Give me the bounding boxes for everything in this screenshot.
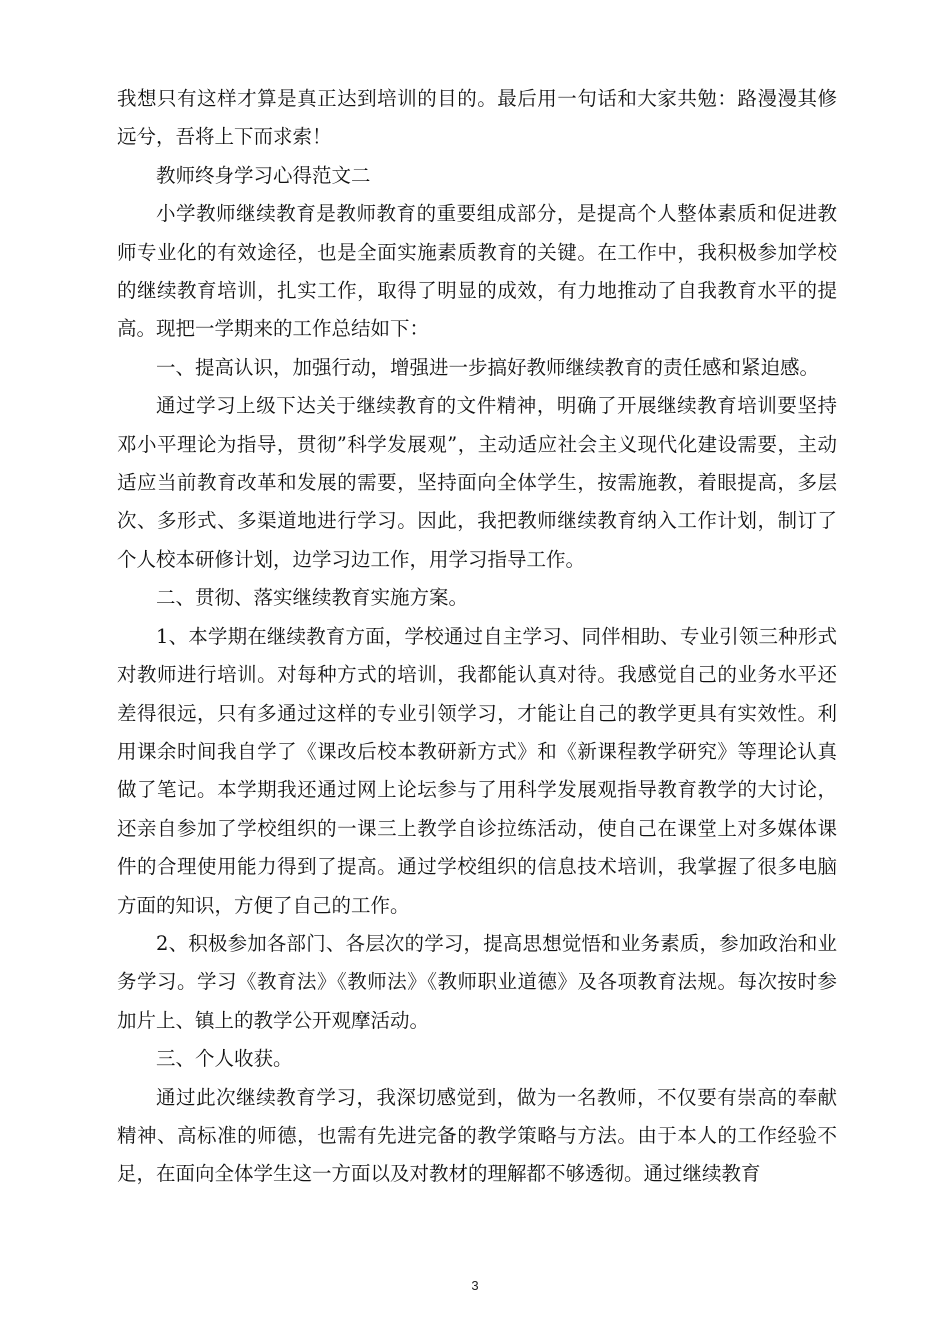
section-heading-3: 三、个人收获。 — [156, 1047, 293, 1071]
section-heading-1: 一、提高认识，加强行动，增强进一步搞好教师继续教育的责任感和紧迫感。 — [156, 355, 820, 379]
paragraph-intro: 小学教师继续教育是教师教育的重要组成部分，是提高个人整体素质和促进教师专业化的有效途径，也是全面实施素质教育的关键。在工作中，我积极参加学校的继续教育培训，扎实工作，取得了明显的成效，有力地推动了自我教育水平的提高。现把一学期来的工作总结如下： — [117, 202, 837, 341]
section-heading-2: 二、贯彻、落实继续教育实施方案。 — [156, 586, 469, 610]
paragraph-item-2: 2、积极参加各部门、各层次的学习，提高思想觉悟和业务素质，参加政治和业务学习。学习《教育法》《教师法》《教师职业道德》及各项教育法规。每次按时参加片上、镇上的教学公开观摩活动。 — [117, 931, 837, 1032]
paragraph-continuation: 我想只有这样才算是真正达到培训的目的。最后用一句话和大家共勉：路漫漫其修远兮，吾将上下而求索！ — [117, 87, 837, 149]
paragraph-item-1: 1、本学期在继续教育方面，学校通过自主学习、同伴相助、专业引领三种形式对教师进行培训。对每种方式的培训，我都能认真对待。我感觉自己的业务水平还差得很远，只有多通过这样的专业引领学习，才能让自己的教学更具有实效性。利用课余时间我自学了《课改后校本教研新方式》和《新课程教学研究》等理论认真做了笔记。本学期我还通过网上论坛参与了用科学发展观指导教育教学的大讨论，还亲自参加了学校组织的一课三上教学自诊拉练活动，使自己在课堂上对多媒体课件的合理使用能力得到了提高。通过学校组织的信息技术培训，我掌握了很多电脑方面的知识，方便了自己的工作。 — [117, 624, 837, 917]
page-number: 3 — [471, 1278, 479, 1293]
document-body — [117, 80, 837, 1194]
article-subtitle: 教师终身学习心得范文二 — [156, 163, 371, 187]
paragraph-section-3: 通过此次继续教育学习，我深切感觉到，做为一名教师，不仅要有崇高的奉献精神、高标准的师德，也需有先进完备的教学策略与方法。由于本人的工作经验不足，在面向全体学生这一方面以及对教材的理解都不够透彻。通过继续教育 — [117, 1085, 837, 1186]
paragraph-section-1: 通过学习上级下达关于继续教育的文件精神，明确了开展继续教育培训要坚持邓小平理论为指导，贯彻”科学发展观”，主动适应社会主义现代化建设需要，主动适应当前教育改革和发展的需要，坚持面向全体学生，按需施教，着眼提高，多层次、多形式、多渠道地进行学习。因此，我把教师继续教育纳入工作计划，制订了个人校本研修计划，边学习边工作，用学习指导工作。 — [117, 394, 837, 571]
